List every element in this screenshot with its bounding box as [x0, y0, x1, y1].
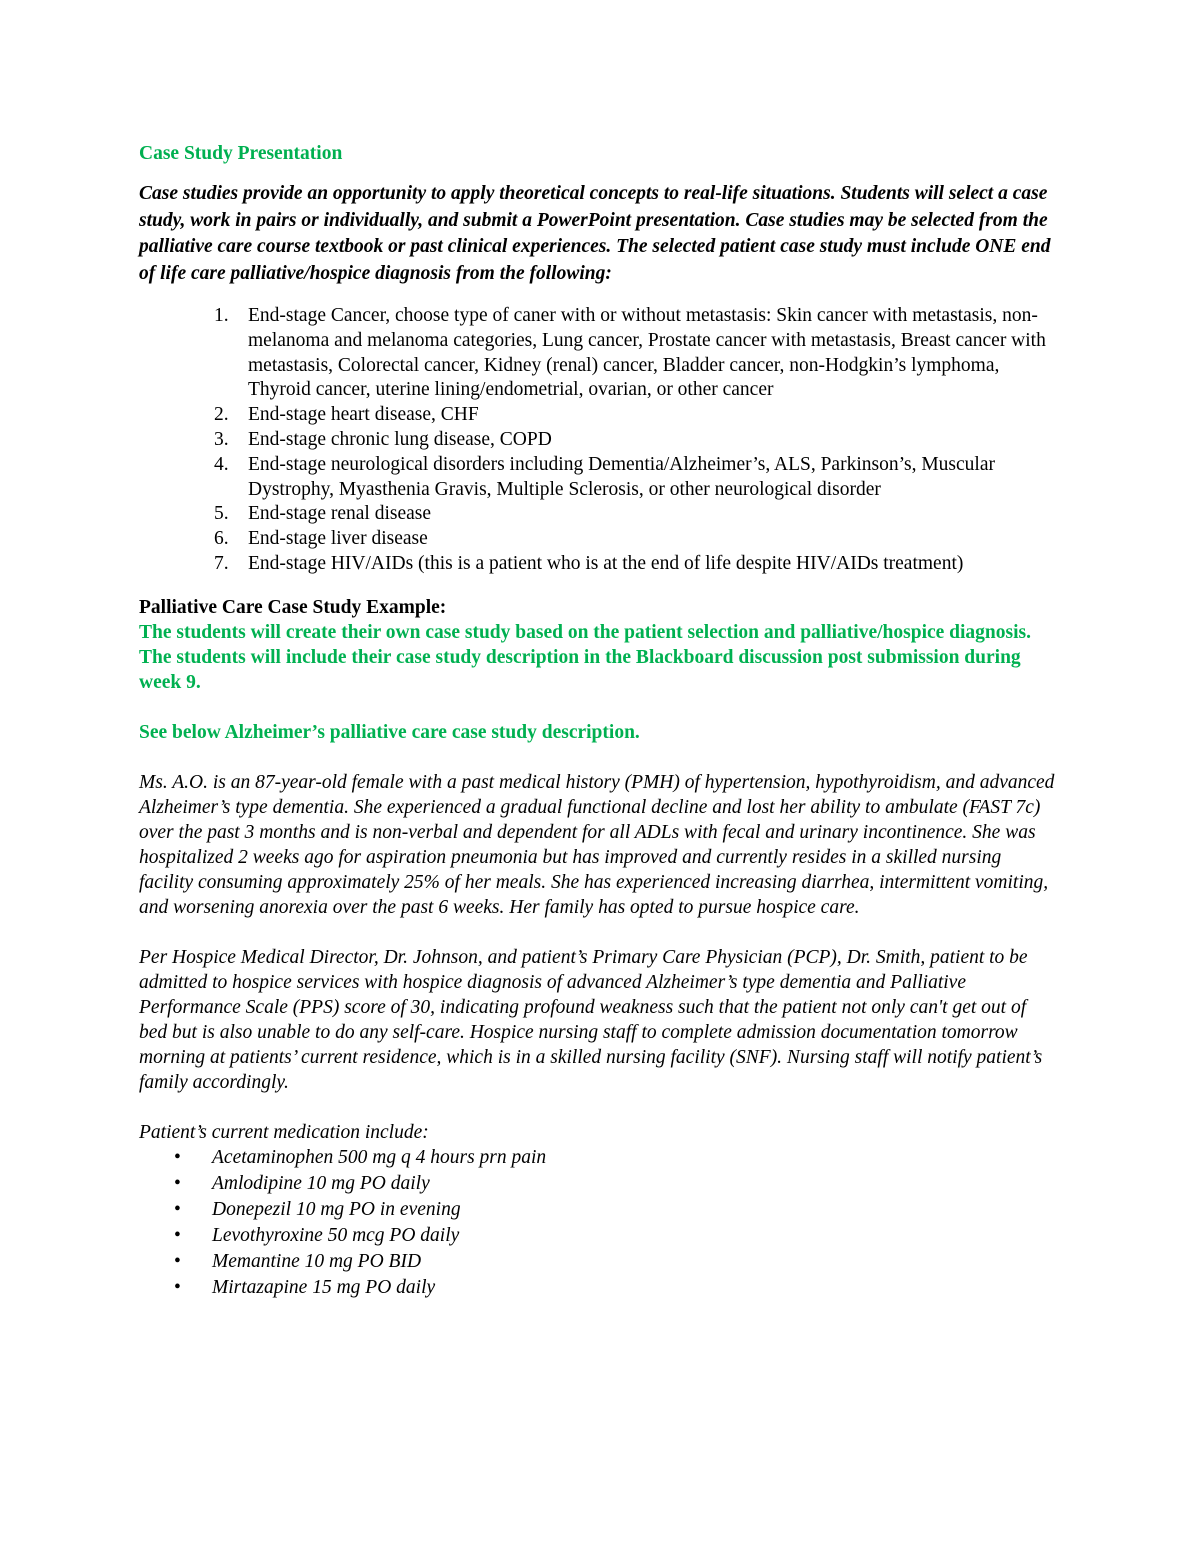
medication-text: Memantine 10 mg PO BID [212, 1250, 422, 1272]
document-title: Case Study Presentation [139, 143, 343, 164]
bullet-icon: • [174, 1250, 181, 1272]
medication-item [139, 1197, 1059, 1223]
medication-item [139, 1171, 1059, 1197]
bullet-icon: • [174, 1146, 181, 1168]
list-number: 5. [214, 503, 229, 525]
list-number: 2. [214, 404, 229, 426]
medication-text: Levothyroxine 50 mcg PO daily [212, 1224, 460, 1246]
case-description-paragraph: Ms. A.O. is an 87-year-old female with a past medical history (PMH) of hypertension, hypothyroidism, and advanced Alzheimer’s type dementia. She experienced a gradual functional decline and lost her ability to ambulate (FAST 7c) over the past 3 months and is non-verbal and dependent for all ADLs with fecal and urinary incontinence. She was hospitalized 2 weeks ago for aspiration pneumonia but has improved and currently resides in a skilled nursing facility consuming approximately 25% of her meals. She has experienced increasing diarrhea, intermittent vomiting, and worsening anorexia over the past 6 weeks. Her family has opted to pursue hospice care. [139, 771, 1055, 918]
list-number: 3. [214, 428, 229, 450]
diagnosis-text: End-stage neurological disorders including Dementia/Alzheimer’s, ALS, Parkinson’s, Muscular Dystrophy, Myasthenia Gravis, Multiple Sclerosis, or other neurological disorder [248, 453, 995, 500]
diagnosis-item [139, 453, 1059, 503]
example-heading: Palliative Care Case Study Example: [139, 596, 447, 618]
medication-item [139, 1275, 1059, 1301]
list-number: 4. [214, 453, 229, 475]
list-number: 7. [214, 552, 229, 574]
medication-list [139, 1145, 1059, 1301]
document-page [139, 141, 1059, 1301]
bullet-icon: • [174, 1276, 181, 1298]
diagnosis-text: End-stage renal disease [248, 503, 432, 525]
medication-text: Acetaminophen 500 mg q 4 hours prn pain [212, 1146, 547, 1168]
diagnosis-item [139, 304, 1059, 403]
list-number: 1. [214, 305, 229, 326]
diagnosis-list [139, 304, 1059, 577]
example-instructions: The students will create their own case study based on the patient selection and palliative/hospice diagnosis. The students will include their case study description in the Blackboard discussion post submission during week 9. [139, 621, 1032, 693]
medications-intro: Patient’s current medication include: [139, 1121, 429, 1143]
diagnosis-text: End-stage chronic lung disease, COPD [248, 428, 552, 450]
see-below-note: See below Alzheimer’s palliative care case study description. [139, 721, 640, 743]
medication-text: Mirtazapine 15 mg PO daily [212, 1276, 436, 1298]
diagnosis-item [139, 527, 1059, 552]
diagnosis-item [139, 502, 1059, 527]
medication-item [139, 1249, 1059, 1275]
medication-text: Amlodipine 10 mg PO daily [212, 1172, 430, 1194]
hospice-admission-paragraph: Per Hospice Medical Director, Dr. Johnson, and patient’s Primary Care Physician (PCP), Dr. Smith, patient to be admitted to hospice services with hospice diagnosis of advanced Alzheimer’s type dementia and Palliative Performance Scale (PPS) score of 30, indicating profound weakness such that the patient not only can't get out of bed but is also unable to do any self-care. Hospice nursing staff to complete admission documentation tomorrow morning at patients’ current residence, which is in a skilled nursing facility (SNF). Nursing staff will notify patient’s family accordingly. [139, 946, 1043, 1093]
intro-paragraph: Case studies provide an opportunity to apply theoretical concepts to real-life situations. Students will select a case study, work in pairs or individually, and submit a PowerPoint presentation. Case studies may be selected from the palliative care course textbook or past clinical experiences. The selected patient case study must include ONE end of life care palliative/hospice diagnosis from the following: [139, 183, 1051, 284]
medication-item [139, 1223, 1059, 1249]
diagnosis-item [139, 403, 1059, 428]
bullet-icon: • [174, 1198, 181, 1220]
diagnosis-text: End-stage liver disease [248, 528, 428, 550]
diagnosis-item [139, 428, 1059, 453]
medication-text: Donepezil 10 mg PO in evening [212, 1198, 461, 1220]
diagnosis-text: End-stage Cancer, choose type of caner with or without metastasis: Skin cancer with metastasis, non-melanoma and melanoma categories, Lung cancer, Prostate cancer with metastasis, Breast cancer with metastasis, Colorectal cancer, Kidney (renal) cancer, Bladder cancer, non-Hodgkin’s lymphoma, Thyroid cancer, uterine lining/endometrial, ovarian, or other cancer [248, 305, 1046, 401]
bullet-icon: • [174, 1172, 181, 1194]
medication-item [139, 1145, 1059, 1171]
bullet-icon: • [174, 1224, 181, 1246]
list-number: 6. [214, 528, 229, 550]
diagnosis-text: End-stage HIV/AIDs (this is a patient who is at the end of life despite HIV/AIDs treatment) [248, 552, 964, 574]
diagnosis-text: End-stage heart disease, CHF [248, 404, 479, 426]
diagnosis-item [139, 552, 1059, 577]
